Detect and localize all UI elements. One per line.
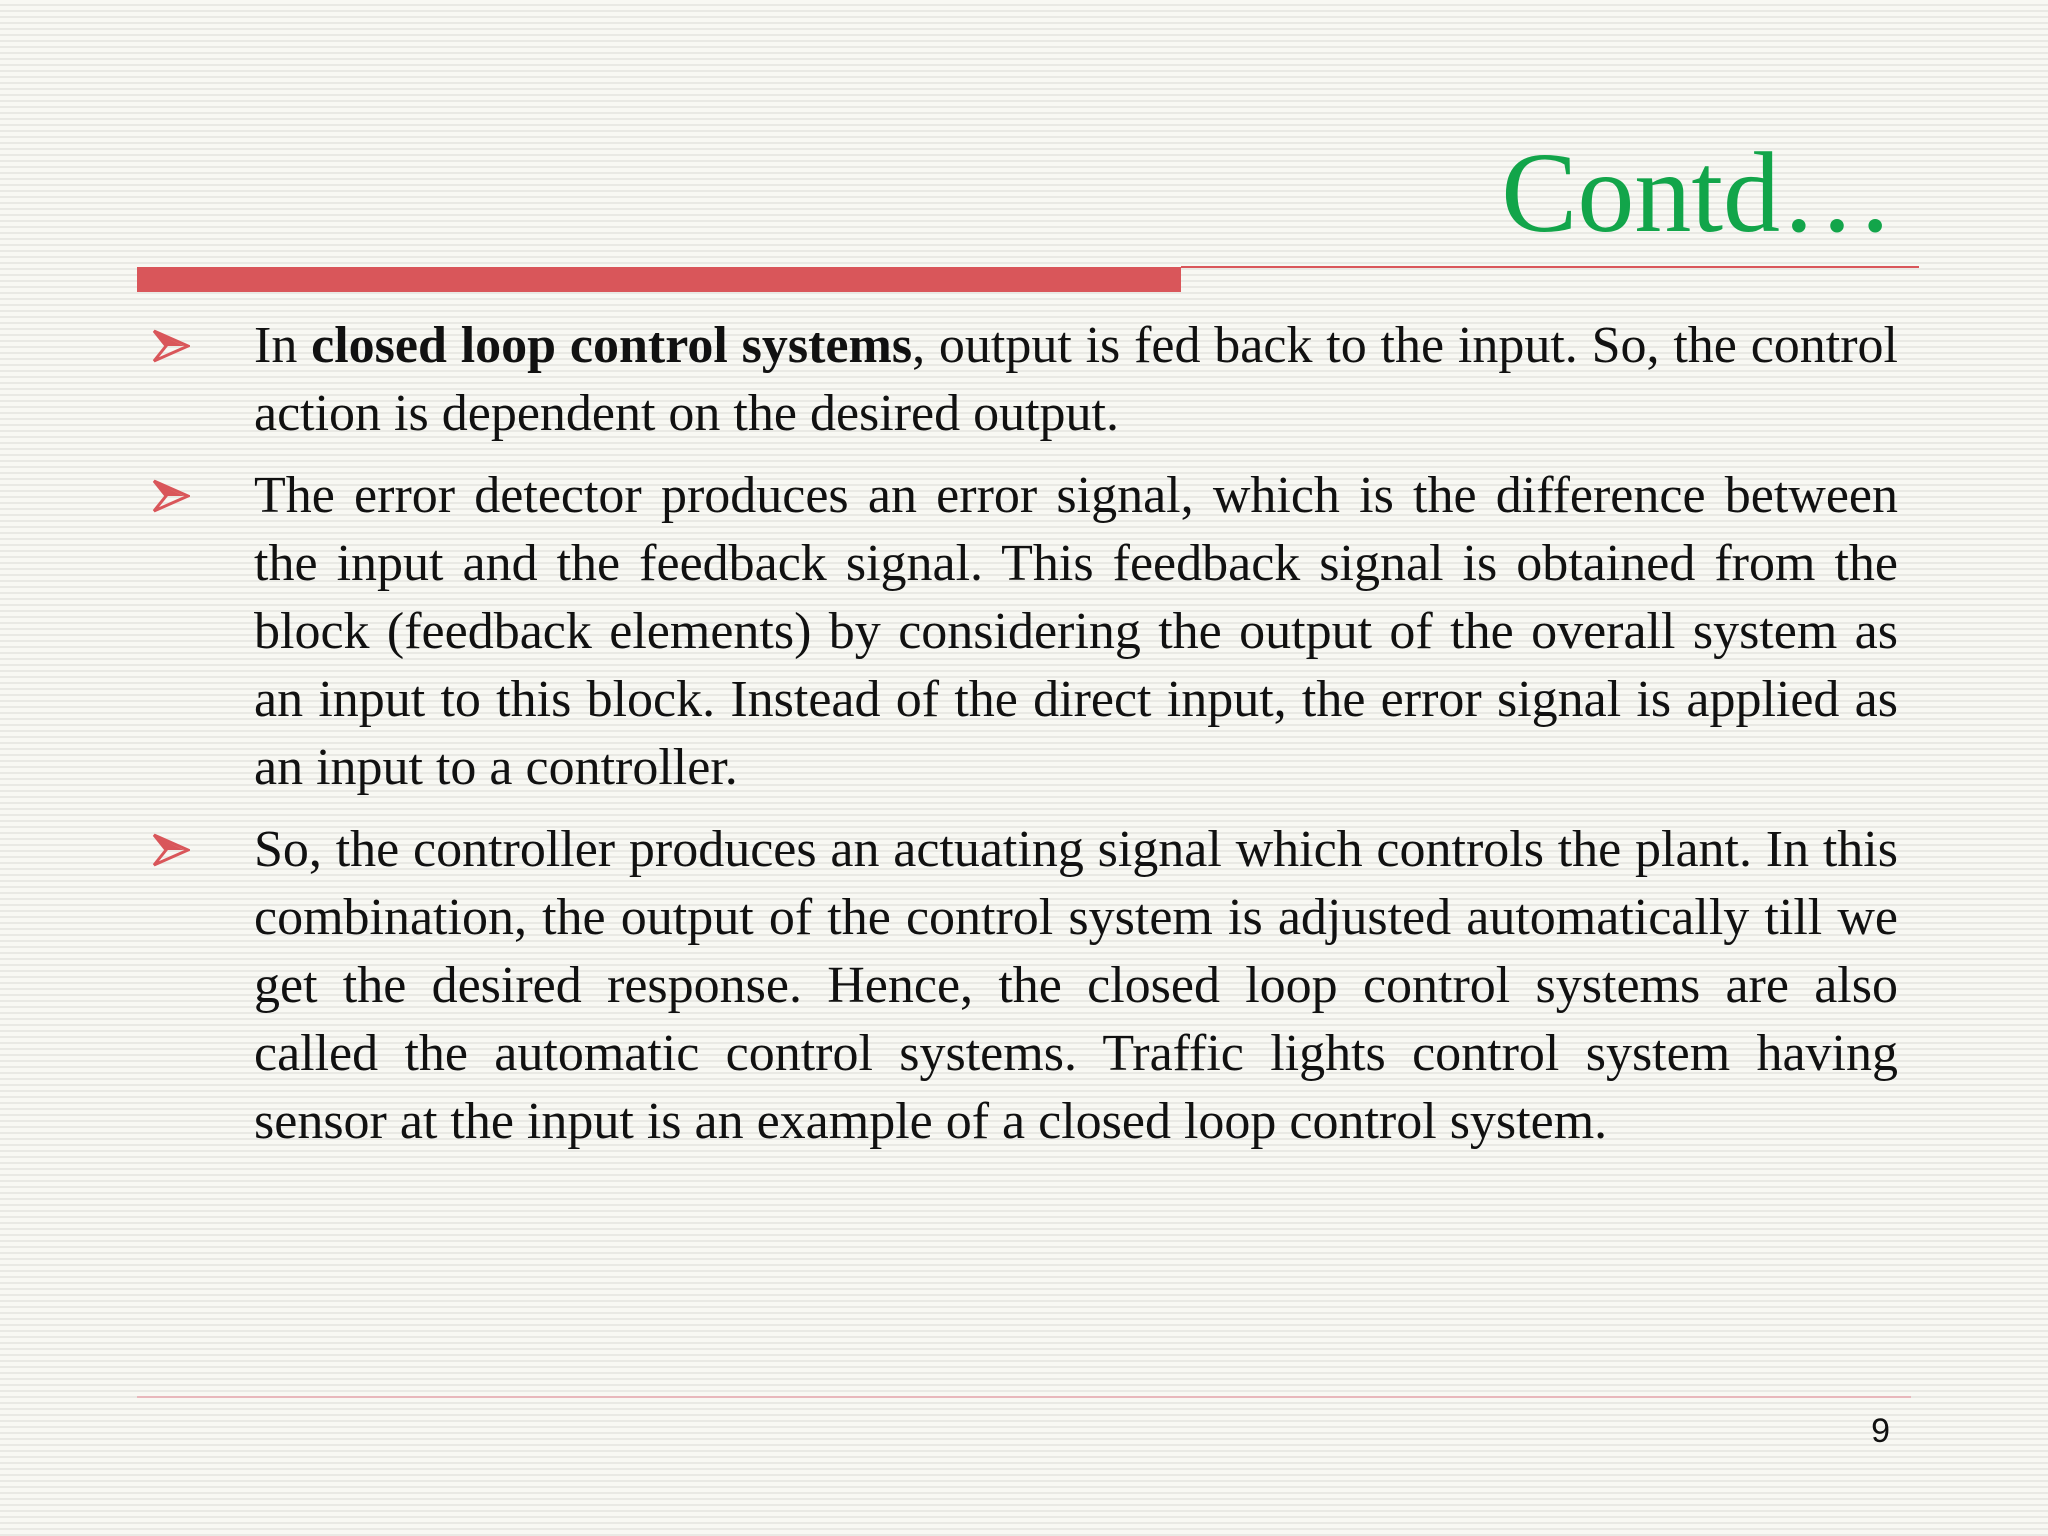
page-number: 9 (1871, 1412, 1890, 1450)
bullet-prefix: In (254, 317, 312, 374)
bullet-bold-term: closed loop control systems (311, 317, 913, 374)
bullet-item (140, 816, 1898, 1156)
slide-title: Contd… (1501, 129, 1894, 256)
title-accent-bar (137, 267, 1181, 292)
bullet-body: , output is fed back to the input. So, the control action is dependent on the desired output. (254, 317, 1898, 442)
footer-divider (137, 1396, 1911, 1398)
arrowhead-bullet-icon (140, 816, 254, 884)
bullet-text (254, 312, 1898, 448)
bullet-item (140, 312, 1898, 448)
title-underline (1181, 266, 1919, 268)
bullet-text: So, the controller produces an actuating signal which controls the plant. In this combination, the output of the control system is adjusted automatically till we get the desired response. Hence, the closed loop control systems are also called the automatic control systems. Traffic lights control system having sensor at the input is an example of a closed loop control system. (254, 821, 1898, 1150)
bullet-list (140, 312, 1898, 1170)
bullet-text: The error detector produces an error signal, which is the difference between the input and the feedback signal. This feedback signal is obtained from the block (feedback elements) by considering the output of the overall system as an input to this block. Instead of the direct input, the error signal is applied as an input to a controller. (254, 467, 1898, 796)
arrowhead-bullet-icon (140, 462, 254, 530)
bullet-item (140, 462, 1898, 802)
arrowhead-bullet-icon (140, 312, 254, 380)
